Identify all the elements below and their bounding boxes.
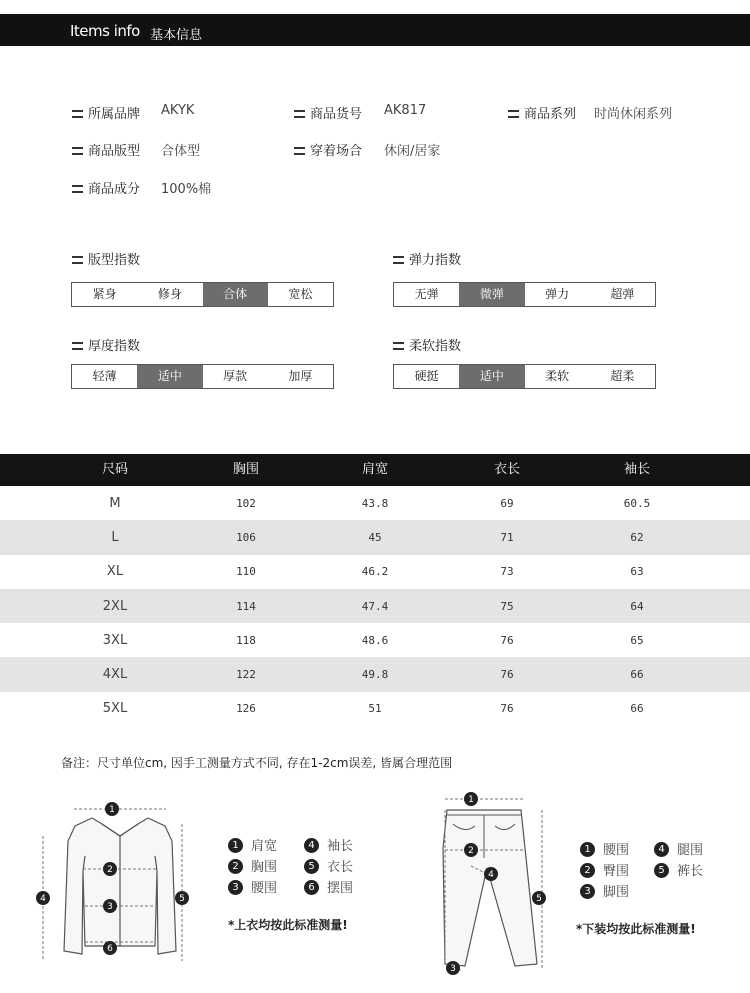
cell-shoulder: 49.8 [361, 668, 389, 682]
cell-chest: 118 [236, 633, 256, 647]
attr-series [508, 103, 673, 122]
cell-chest: 122 [236, 668, 256, 682]
scale-option: 修身 [157, 287, 182, 301]
table-row [0, 657, 750, 691]
col-header-shoulder: 肩宽 [361, 462, 388, 477]
legend-label: 裤长 [677, 864, 704, 879]
scale-option: 弹力 [545, 287, 570, 301]
legend-item [654, 839, 703, 858]
legend-number-icon: 3 [228, 880, 243, 895]
legend-number-icon: 6 [304, 880, 319, 895]
equals-mark-icon [508, 110, 519, 118]
cell-size: 3XL [102, 632, 128, 648]
col-header-length: 衣长 [493, 462, 520, 477]
scale-option: 宽松 [288, 287, 313, 301]
cell-shoulder: 48.6 [361, 633, 389, 647]
equals-mark-icon [72, 185, 83, 193]
equals-mark-icon [72, 342, 83, 350]
thickness-index-scale [71, 364, 334, 389]
attr-brand [72, 103, 195, 122]
cell-shoulder: 43.8 [361, 496, 389, 510]
cell-shoulder: 45 [368, 530, 382, 544]
attr-fit [72, 140, 201, 159]
legend-number-icon: 2 [228, 859, 243, 874]
legend-number-icon: 2 [580, 863, 595, 878]
cell-size: 2XL [102, 598, 128, 614]
cell-size: 4XL [102, 667, 128, 683]
cell-chest: 110 [236, 565, 256, 579]
shirt-legend [228, 835, 378, 895]
pants-legend [580, 839, 730, 899]
cell-sleeve: 65 [630, 633, 644, 647]
equals-mark-icon [72, 110, 83, 118]
cell-chest: 102 [236, 496, 256, 510]
marker-number: 5 [536, 894, 542, 904]
pants-measure-diagram [425, 788, 555, 980]
cell-length: 73 [500, 565, 514, 579]
header-title-en: Items info [70, 22, 140, 40]
equals-mark-icon [294, 147, 305, 155]
softness-index-title [393, 335, 461, 354]
legend-number-icon: 5 [654, 863, 669, 878]
cell-length: 76 [500, 702, 514, 716]
table-row [0, 555, 750, 589]
marker-number: 6 [107, 944, 113, 954]
marker-number: 5 [179, 894, 185, 904]
legend-label: 臀围 [603, 864, 630, 879]
attr-value: 100%棉 [161, 182, 212, 197]
shirt-measure-diagram [30, 796, 205, 971]
scale-option: 超弹 [610, 287, 635, 301]
legend-item [228, 835, 277, 854]
top-standard-note: *上衣均按此标准测量! [228, 918, 348, 932]
legend-label: 腿围 [677, 843, 704, 858]
legend-item [580, 860, 629, 879]
elasticity-index-title [393, 249, 461, 268]
marker-number: 3 [107, 902, 113, 912]
legend-item [228, 877, 277, 896]
cell-shoulder: 46.2 [361, 565, 389, 579]
scale-option: 加厚 [288, 369, 313, 383]
marker-number: 2 [468, 846, 474, 856]
scale-option: 硬挺 [414, 369, 439, 383]
legend-item [304, 877, 353, 896]
scale-option-selected: 适中 [459, 365, 524, 388]
cell-length: 76 [500, 633, 514, 647]
equals-mark-icon [72, 147, 83, 155]
cell-size: M [109, 495, 121, 511]
cell-sleeve: 60.5 [623, 496, 651, 510]
marker-number: 4 [488, 870, 494, 880]
measurement-note: 备注：尺寸单位cm, 因手工测量方式不同, 存在1-2cm误差, 皆属合理范围 [61, 756, 453, 770]
legend-label: 衣长 [327, 860, 354, 875]
col-header-chest: 胸围 [232, 462, 259, 477]
legend-label: 腰围 [603, 843, 630, 858]
cell-sleeve: 64 [630, 599, 644, 613]
legend-label: 脚围 [603, 885, 630, 900]
legend-item [228, 856, 277, 875]
marker-number: 2 [107, 865, 113, 875]
table-row [0, 520, 750, 554]
marker-number: 1 [109, 805, 115, 815]
col-header-sleeve: 袖长 [623, 462, 650, 477]
cell-chest: 106 [236, 530, 256, 544]
attr-label: 商品货号 [310, 107, 363, 122]
scale-option: 轻薄 [92, 369, 117, 383]
col-header-size: 尺码 [101, 462, 128, 477]
cell-sleeve: 63 [630, 565, 644, 579]
table-row [0, 692, 750, 726]
legend-label: 摆围 [327, 881, 354, 896]
attr-label: 商品版型 [88, 144, 141, 159]
legend-label: 肩宽 [251, 839, 278, 854]
scale-option-selected: 适中 [137, 365, 202, 388]
legend-item [580, 839, 629, 858]
cell-length: 69 [500, 496, 514, 510]
thickness-index-title [72, 335, 140, 354]
scale-option-selected: 微弹 [459, 283, 524, 306]
scale-option: 超柔 [610, 369, 635, 383]
cell-sleeve: 66 [630, 668, 644, 682]
legend-number-icon: 3 [580, 884, 595, 899]
attr-value: AK817 [384, 103, 427, 118]
index-title-text: 柔软指数 [409, 339, 462, 354]
attr-item-no [294, 103, 427, 122]
legend-item [304, 835, 353, 854]
scale-option-selected: 合体 [203, 283, 268, 306]
cell-shoulder: 47.4 [361, 599, 389, 613]
table-row [0, 589, 750, 623]
legend-number-icon: 4 [654, 842, 669, 857]
softness-index-scale [393, 364, 656, 389]
index-title-text: 版型指数 [88, 253, 141, 268]
index-title-text: 厚度指数 [88, 339, 141, 354]
attr-value: 合体型 [161, 144, 201, 159]
marker-number: 4 [40, 894, 46, 904]
attr-label: 所属品牌 [88, 107, 141, 122]
legend-number-icon: 4 [304, 838, 319, 853]
attr-value: 时尚休闲系列 [594, 107, 673, 122]
fit-index-title [72, 249, 140, 268]
attr-value: 休闲/居家 [384, 144, 441, 159]
cell-sleeve: 66 [630, 702, 644, 716]
attr-label: 穿着场合 [310, 144, 363, 159]
cell-shoulder: 51 [368, 702, 382, 716]
header-title-cn: 基本信息 [150, 28, 203, 43]
cell-size: L [111, 529, 119, 545]
equals-mark-icon [393, 256, 404, 264]
attr-material [72, 178, 212, 197]
attr-occasion [294, 140, 441, 159]
table-row [0, 486, 750, 520]
elasticity-index-scale [393, 282, 656, 307]
size-table-header [0, 454, 750, 486]
legend-label: 袖长 [327, 839, 354, 854]
cell-chest: 126 [236, 702, 256, 716]
attr-label: 商品成分 [88, 182, 141, 197]
legend-item [654, 860, 703, 879]
legend-number-icon: 1 [580, 842, 595, 857]
fit-index-scale [71, 282, 334, 307]
index-title-text: 弹力指数 [409, 253, 462, 268]
scale-option: 紧身 [92, 287, 117, 301]
cell-chest: 114 [236, 599, 256, 613]
equals-mark-icon [393, 342, 404, 350]
legend-label: 胸围 [251, 860, 278, 875]
marker-number: 3 [450, 964, 456, 974]
cell-length: 71 [500, 530, 514, 544]
legend-item [304, 856, 353, 875]
legend-item [580, 881, 629, 900]
attr-value: AKYK [161, 103, 195, 118]
scale-option: 无弹 [414, 287, 439, 301]
marker-number: 1 [468, 795, 474, 805]
cell-size: 5XL [102, 701, 128, 717]
header-bar [0, 14, 750, 46]
legend-number-icon: 1 [228, 838, 243, 853]
cell-length: 75 [500, 599, 514, 613]
legend-label: 腰围 [251, 881, 278, 896]
attr-label: 商品系列 [524, 107, 577, 122]
table-row [0, 623, 750, 657]
scale-option: 厚款 [223, 369, 248, 383]
legend-number-icon: 5 [304, 859, 319, 874]
equals-mark-icon [294, 110, 305, 118]
bottom-standard-note: *下装均按此标准测量! [576, 922, 696, 936]
cell-size: XL [106, 564, 124, 580]
equals-mark-icon [72, 256, 83, 264]
cell-length: 76 [500, 668, 514, 682]
size-table [0, 454, 750, 726]
scale-option: 柔软 [545, 369, 570, 383]
cell-sleeve: 62 [630, 530, 644, 544]
